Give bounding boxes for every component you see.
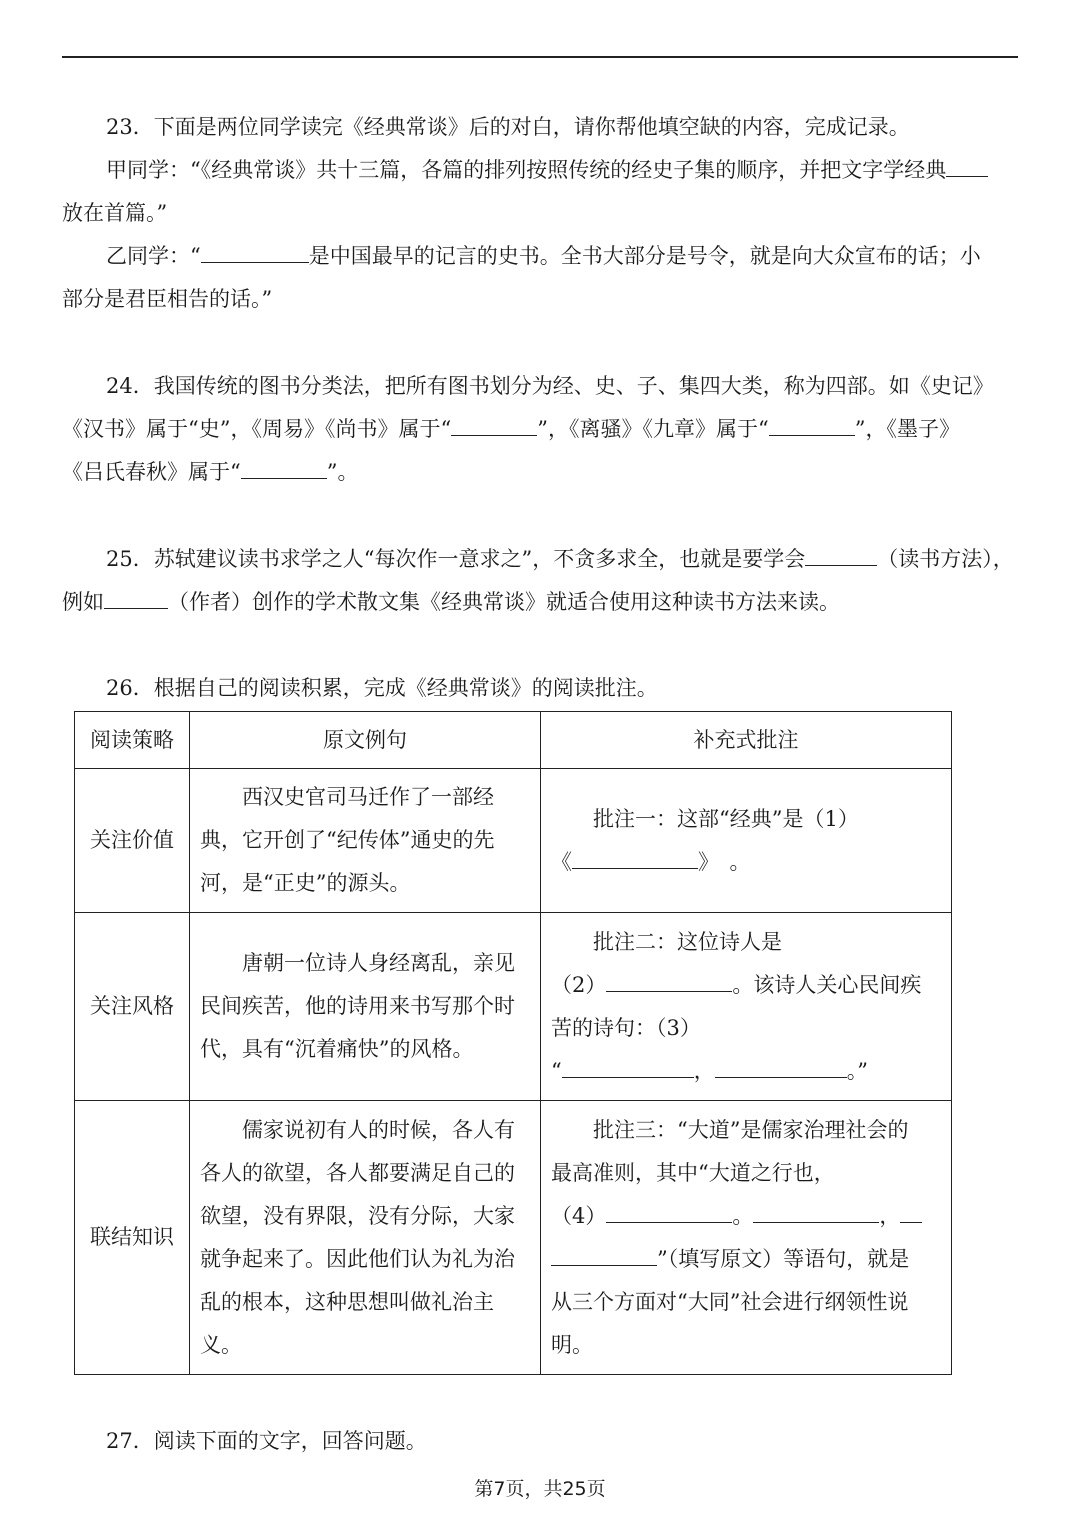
q25-line1: 25．苏轼建议读书求学之人“每次作一意求之”，不贪多求全，也就是要学会 （读书方法）， — [62, 538, 1022, 581]
q24-line3: 《吕氏春秋》属于“ ”。 — [62, 451, 1022, 494]
row1-blank — [572, 845, 698, 868]
page-footer: 第7页，共25页 — [474, 1478, 606, 1500]
row3-blank-c — [900, 1199, 922, 1222]
row3-annotation: 批注三：“大道”是儒家治理社会的 最高准则，其中“大道之行也， （4） 。 ， ”（填写原文）等语句，就是 从三个方面对“大同”社会进行纲领性说 明。 — [541, 1101, 952, 1375]
row2-annotation: 批注二：这位诗人是 （2） 。该诗人关心民间疾 苦的诗句：（3） “ ， 。” — [541, 913, 952, 1101]
question-23 — [62, 106, 1022, 321]
q24-line1: 24．我国传统的图书分类法，把所有图书划分为经、史、子、集四大类，称为四部。如《史记》 — [106, 374, 994, 398]
q25-line2: 例如 （作者）创作的学术散文集《经典常谈》就适合使用这种读书方法来读。 — [62, 581, 1022, 624]
question-25 — [62, 538, 1022, 624]
table-row — [75, 913, 952, 1101]
q23-blank-2 — [201, 240, 309, 263]
q24-blank-2 — [769, 413, 855, 436]
row2-original: 唐朝一位诗人身经离乱，亲见民间疾苦，他的诗用来书写那个时代，具有“沉着痛快”的风格。 — [190, 913, 541, 1101]
row3-blank-d — [551, 1242, 657, 1265]
row2-blank-2 — [606, 968, 732, 991]
row3-blank-a — [606, 1199, 732, 1222]
q25-blank-2 — [104, 586, 168, 609]
table-row — [75, 1101, 952, 1375]
table-header-row — [75, 712, 952, 769]
row3-original: 儒家说初有人的时候，各人有各人的欲望，各人都要满足自己的欲望，没有界限，没有分际，大家就争起来了。因此他们认为礼为治乱的根本，这种思想叫做礼治主义。 — [190, 1101, 541, 1375]
q23-jia-cont: 放在首篇。” — [62, 201, 168, 225]
q23-yi-cont: 部分是君臣相告的话。” — [62, 287, 273, 311]
q26-intro: 26．根据自己的阅读积累，完成《经典常谈》的阅读批注。 — [106, 676, 658, 700]
q23-blank-1 — [946, 154, 988, 177]
row1-strategy: 关注价值 — [75, 769, 190, 913]
question-26 — [62, 667, 1022, 710]
header-rule — [62, 56, 1018, 58]
q23-jia: 甲同学：“《经典常谈》共十三篇，各篇的排列按照传统的经史子集的顺序，并把文字学经典 — [62, 149, 1022, 192]
q24-blank-3 — [241, 456, 327, 479]
row1-annotation: 批注一：这部“经典”是（1） 《 》 。 — [541, 769, 952, 913]
header-original: 原文例句 — [190, 712, 541, 769]
header-strategy: 阅读策略 — [75, 712, 190, 769]
q23-intro: 23．下面是两位同学读完《经典常谈》后的对白，请你帮他填空缺的内容，完成记录。 — [106, 115, 910, 139]
q25-blank-1 — [805, 543, 877, 566]
q23-yi: 乙同学：“ 是中国最早的记言的史书。全书大部分是号令，就是向大众宣布的话；小 — [62, 235, 1022, 278]
question-27 — [62, 1420, 1022, 1463]
row2-blank-3b — [715, 1054, 847, 1077]
q24-line2: 《汉书》属于“史”，《周易》《尚书》属于“ ”，《离骚》《九章》属于“ ”，《墨子》 — [62, 408, 1022, 451]
row2-blank-3a — [562, 1054, 694, 1077]
row3-strategy: 联结知识 — [75, 1101, 190, 1375]
q27-intro: 27．阅读下面的文字，回答问题。 — [106, 1429, 427, 1453]
question-24 — [62, 365, 1022, 494]
row1-blank-line: 《 》 。 — [551, 841, 941, 884]
header-annotation: 补充式批注 — [541, 712, 952, 769]
q24-blank-1 — [451, 413, 537, 436]
row3-blank-b — [753, 1199, 879, 1222]
row1-original: 西汉史官司马迁作了一部经典，它开创了“纪传体”通史的先河，是“正史”的源头。 — [190, 769, 541, 913]
row2-strategy: 关注风格 — [75, 913, 190, 1101]
annotation-table — [74, 711, 952, 1375]
table-row — [75, 769, 952, 913]
